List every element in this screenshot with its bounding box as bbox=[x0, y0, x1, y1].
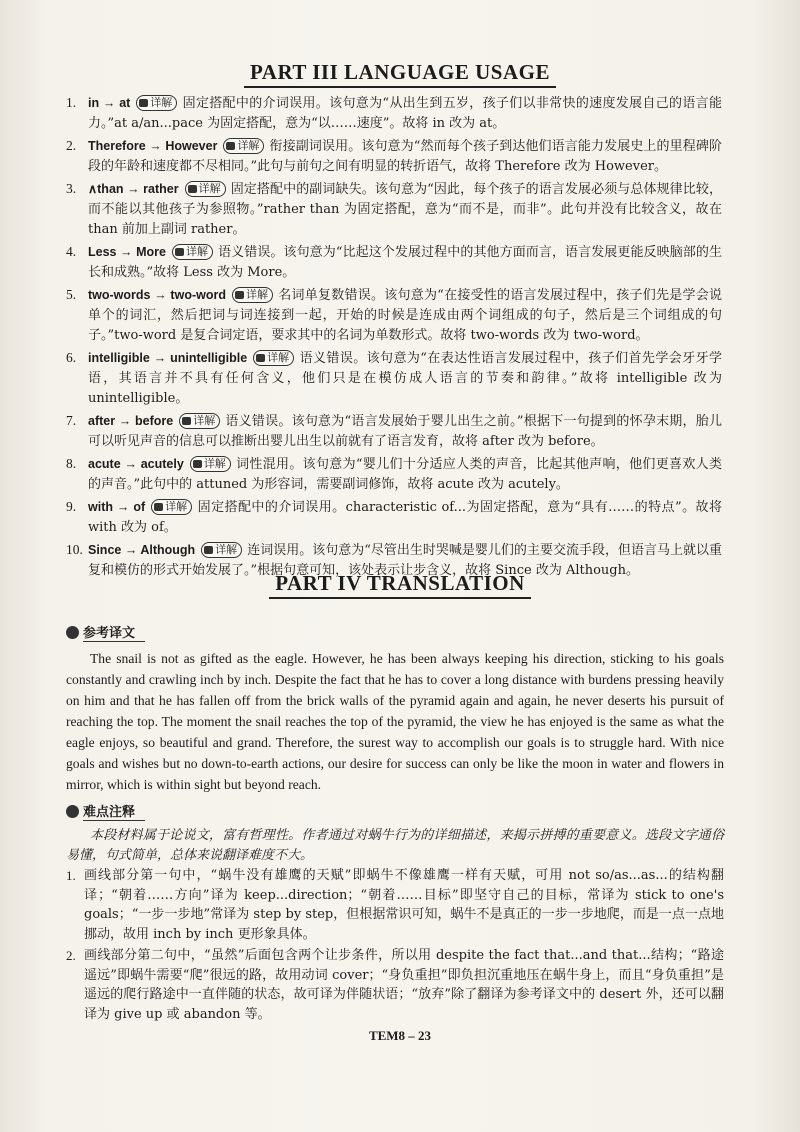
answer-item: 6. intelligible → unintelligible 详解 语义错误。该句意为“在表达性语言发展过程中，孩子们首先学会牙牙学语，其语言并不具有任何含义，他们只是在模仿成人语言的节奏和韵律。”故将 intelligible 改为 unintelligible。 bbox=[66, 350, 722, 406]
book-icon bbox=[256, 354, 265, 362]
bullet-icon bbox=[66, 626, 79, 639]
answer-list bbox=[66, 93, 722, 583]
detail-badge: 详解 bbox=[253, 350, 294, 366]
note-item: 1. 画线部分第一句中，“蜗牛没有雄鹰的天赋”即蜗牛不像雄鹰一样有天赋，可用 not so/as...as...的结构翻译；“朝着……方向”译为 keep...direction；“朝着……目标”即坚守自己的目标，常译为 stick to one's goals；“一步一步地”常译为 step by step，但根据常识可知，蜗牛不是真正的一步一步地爬，而是一点一点地挪动，故用 inch by inch 更形象具体。 bbox=[66, 868, 724, 942]
book-icon bbox=[193, 460, 202, 468]
answer-item: 3. ∧than → rather 详解 固定搭配中的副词缺失。该句意为“因此，每个孩子的语言发展必须与总体规律比较，而不能以其他孩子为参照物。”rather than 为固定搭配，意为“而不是，而非”。此句并没有比较含义，故在 than 前加上副词 rather。 bbox=[66, 181, 722, 237]
detail-badge: 详解 bbox=[190, 456, 231, 472]
detail-badge: 详解 bbox=[185, 181, 226, 197]
book-icon bbox=[139, 99, 148, 107]
answer-item: 8. acute → acutely 详解 词性混用。该句意为“婴儿们十分适应人类的声音，比起其他声响，他们更喜欢人类的声音。”此句中的 attuned 为形容词，需要副词修饰，故将 acute 改为 acutely。 bbox=[66, 456, 722, 492]
book-icon bbox=[235, 291, 244, 299]
detail-badge: 详解 bbox=[232, 287, 273, 303]
part3-title: PART III LANGUAGE USAGE bbox=[0, 60, 800, 88]
notes-tag: 难点注释 bbox=[66, 801, 145, 820]
detail-badge: 详解 bbox=[179, 413, 220, 429]
answer-item: 4. Less → More 详解 语义错误。该句意为“比起这个发展过程中的其他方面而言，语言发展更能反映脑部的生长和成熟。”故将 Less 改为 More。 bbox=[66, 244, 722, 280]
answer-item: 2. Therefore → However 详解 衔接副词误用。该句意为“然而每个孩子到达他们语言能力发展史上的里程碑阶段的年龄和速度都不尽相同。”此句与前句之间有明显的转折语气，故将 Therefore 改为 However。 bbox=[66, 138, 722, 174]
book-icon bbox=[188, 185, 197, 193]
note-item: 2. 画线部分第二句中，“虽然”后面包含两个让步条件，所以用 despite the fact that...and that...结构；“路途遥远”即蜗牛需要“爬”很远的路，故用动词 cover；“身负重担”即负担沉重地压在蜗牛身上，而且“身负重担”是遥远的爬行路途中一直伴随的状态，故可译为伴随状语；“放弃”除了翻译为参考译文中的 desert 外，还可以翻译为 give up 或 abandon 等。 bbox=[66, 948, 724, 1022]
book-icon bbox=[204, 546, 213, 554]
detail-badge: 详解 bbox=[223, 138, 264, 154]
reference-translation: The snail is not as gifted as the eagle. However, he has been always keeping his direction, sticking to his goals constantly and crawling inch by inch. Despite the fact that he has to cover a long distance with burdens pressing heavily on him and that he has fallen off from the brick walls of the pyramid again and again, he never deserts his pursuit of reaching the top. The moment the snail reaches the top of the pyramid, the view he has enjoyed is the same as what the eagle enjoys, so beautiful and grand. Therefore, the surest way to accomplish our goals is to struggle hard. With nice goals and wishes but no down-to-earth actions, our desire for success can only be like the moon in water and flowers in mirror, which is within sight but beyond reach. bbox=[66, 651, 724, 792]
answer-item: 10. Since → Although 详解 连词误用。该句意为“尽管出生时哭喊是婴儿们的主要交流手段，但语言马上就以重复和模仿的形式开始发展了。”根据句意可知，该处表示让步含义，故将 Since 改为 Although。 bbox=[66, 542, 722, 578]
detail-badge: 详解 bbox=[151, 499, 192, 515]
book-icon bbox=[226, 142, 235, 150]
book-icon bbox=[182, 417, 191, 425]
answer-item: 5. two-words → two-word 详解 名词单复数错误。该句意为“在接受性的语言发展过程中，孩子们先是学会说单个的词汇，然后把词与词连接到一起，开始的时候是连成由两个词组成的句子，然后是三个词组成的句子。”two-word 是复合词定语，要求其中的名词为单数形式。故将 two-words 改为 two-word。 bbox=[66, 287, 722, 343]
part4-title: PART IV TRANSLATION bbox=[0, 571, 800, 599]
reference-translation-tag: 参考译文 bbox=[66, 622, 145, 641]
detail-badge: 详解 bbox=[201, 542, 242, 558]
notes-list bbox=[66, 866, 724, 1026]
page-footer: TEM8 – 23 bbox=[368, 1028, 432, 1043]
bullet-icon bbox=[66, 805, 79, 818]
book-icon bbox=[154, 503, 163, 511]
detail-badge: 详解 bbox=[172, 244, 213, 260]
book-icon bbox=[175, 248, 184, 256]
detail-badge: 详解 bbox=[136, 95, 177, 111]
answer-item: 1. in → at 详解 固定搭配中的介词误用。该句意为“从出生到五岁，孩子们以非常快的速度发展自己的语言能力。”at a/an...pace 为固定搭配，意为“以……速度”。故将 in 改为 at。 bbox=[66, 95, 722, 131]
answer-item: 7. after → before 详解 语义错误。该句意为“语言发展始于婴儿出生之前。”根据下一句提到的怀孕末期，胎儿可以听见声音的信息可以推断出婴儿出生以前就有了语言发育，故将 after 改为 before。 bbox=[66, 413, 722, 449]
notes-intro: 本段材料属于论说文，富有哲理性。作者通过对蜗牛行为的详细描述，来揭示拼搏的重要意义。选段文字通俗易懂，句式简单，总体来说翻译难度不大。 bbox=[66, 828, 724, 863]
answer-item: 9. with → of 详解 固定搭配中的介词误用。characteristic of...为固定搭配，意为“具有……的特点”。故将 with 改为 of。 bbox=[66, 499, 722, 535]
